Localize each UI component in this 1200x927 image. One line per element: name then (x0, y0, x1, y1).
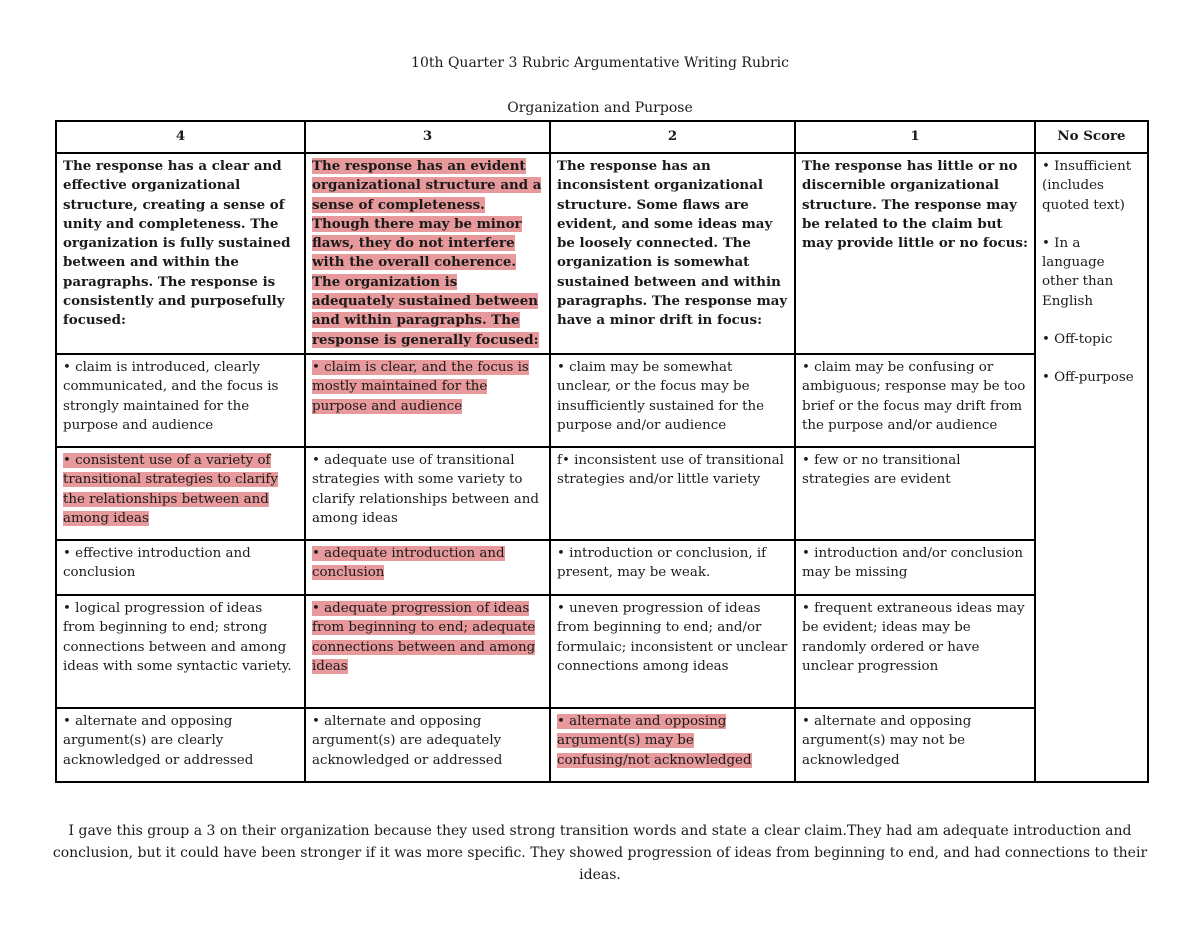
cell-text: • frequent extraneous ideas may be evident; ideas may be randomly ordered or have unclear progression (802, 600, 1025, 674)
table-row (56, 708, 1148, 782)
cell-score-3 (305, 708, 550, 782)
header-score-2: 2 (550, 121, 795, 153)
cell-text-highlighted: • alternate and opposing argument(s) may be confusing/not acknowledged (557, 713, 752, 768)
cell-score-1 (795, 595, 1035, 708)
cell-text: • adequate use of transitional strategies with some variety to clarify relationships between and among ideas (312, 452, 539, 526)
cell-text: • introduction or conclusion, if present, may be weak. (557, 545, 767, 581)
no-score-item: • Off-purpose (1042, 370, 1134, 386)
cell-score-1 (795, 447, 1035, 540)
cell-text: • effective introduction and conclusion (63, 545, 251, 581)
cell-score-4 (56, 354, 305, 447)
cell-score-3 (305, 447, 550, 540)
cell-text: • introduction and/or conclusion may be missing (802, 545, 1024, 581)
table-row (56, 447, 1148, 540)
cell-score-4 (56, 540, 305, 595)
cell-score-1 (795, 354, 1035, 447)
cell-score-2 (550, 153, 795, 354)
cell-text-highlighted: • consistent use of a variety of transitional strategies to clarify the relationships between and among ideas (63, 452, 278, 526)
no-score-item: • Insufficient (includes quoted text) (1042, 159, 1132, 213)
cell-text: • few or no transitional strategies are evident (802, 452, 961, 488)
cell-no-score (1035, 153, 1148, 782)
cell-text: • logical progression of ideas from beginning to end; strong connections between and among ideas with some syntactic variety. (63, 600, 292, 674)
header-no-score: No Score (1035, 121, 1148, 153)
header-score-3: 3 (305, 121, 550, 153)
cell-score-4 (56, 595, 305, 708)
cell-score-3 (305, 153, 550, 354)
header-score-1: 1 (795, 121, 1035, 153)
header-row (56, 121, 1148, 153)
cell-text: The response has an inconsistent organizational structure. Some flaws are evident, and some ideas may be loosely connected. The organization is somewhat sustained between and within paragraphs. The response may have a minor drift in focus: (557, 158, 788, 329)
cell-text-highlighted: • claim is clear, and the focus is mostly maintained for the purpose and audience (312, 359, 529, 414)
cell-score-4 (56, 153, 305, 354)
cell-text: The response has little or no discernible organizational structure. The response may be related to the claim but may provide little or no focus: (802, 158, 1028, 252)
header-score-4: 4 (56, 121, 305, 153)
rubric-table (55, 120, 1149, 783)
document-title: 10th Quarter 3 Rubric Argumentative Writing Rubric (411, 55, 789, 71)
cell-text: • alternate and opposing argument(s) may not be acknowledged (802, 713, 972, 768)
cell-score-3 (305, 595, 550, 708)
cell-score-2 (550, 595, 795, 708)
cell-score-1 (795, 708, 1035, 782)
cell-text: • uneven progression of ideas from beginning to end; and/or formulaic; inconsistent or unclear connections among ideas (557, 600, 788, 674)
cell-score-4 (56, 447, 305, 540)
cell-score-1 (795, 540, 1035, 595)
table-row (56, 354, 1148, 447)
cell-text: • claim may be somewhat unclear, or the focus may be insufficiently sustained for the purpose and/or audience (557, 359, 765, 433)
cell-text: f• inconsistent use of transitional strategies and/or little variety (557, 452, 784, 488)
cell-text-highlighted: • adequate introduction and conclusion (312, 545, 505, 581)
cell-score-2 (550, 354, 795, 447)
table-row (56, 540, 1148, 595)
cell-text: • claim may be confusing or ambiguous; response may be too brief or the focus may drift from the purpose and/or audience (802, 359, 1026, 433)
cell-text-highlighted: The response has an evident organizational structure and a sense of completeness. Though there may be minor flaws, they do not interfere with the overall coherence. The organization is adequately sustained between and within paragraphs. The response is generally focused: (312, 158, 542, 348)
no-score-item: • Off-topic (1042, 332, 1113, 348)
cell-score-3 (305, 354, 550, 447)
cell-text-highlighted: • adequate progression of ideas from beginning to end; adequate connections between and among ideas (312, 600, 536, 674)
cell-score-2 (550, 540, 795, 595)
cell-text: • alternate and opposing argument(s) are adequately acknowledged or addressed (312, 713, 503, 768)
table-row (56, 153, 1148, 354)
cell-text: The response has a clear and effective organizational structure, creating a sense of unity and completeness. The organization is fully sustained between and within the paragraphs. The response is consistently and purposefully focused: (63, 158, 291, 329)
cell-text: • claim is introduced, clearly communicated, and the focus is strongly maintained for the purpose and audience (63, 359, 279, 433)
cell-score-2 (550, 447, 795, 540)
cell-score-3 (305, 540, 550, 595)
section-title: Organization and Purpose (507, 100, 693, 116)
cell-score-2 (550, 708, 795, 782)
cell-score-4 (56, 708, 305, 782)
no-score-item: • In a language other than English (1042, 235, 1114, 309)
table-row (56, 595, 1148, 708)
cell-score-1 (795, 153, 1035, 354)
cell-text: • alternate and opposing argument(s) are clearly acknowledged or addressed (63, 713, 254, 768)
teacher-comment: I gave this group a 3 on their organization because they used strong transition words and state a clear claim.They had am adequate introduction and conclusion, but it could have been stronger if it was more specific. They showed progression of ideas from beginning to end, and had connections to their ideas. (52, 823, 1148, 883)
